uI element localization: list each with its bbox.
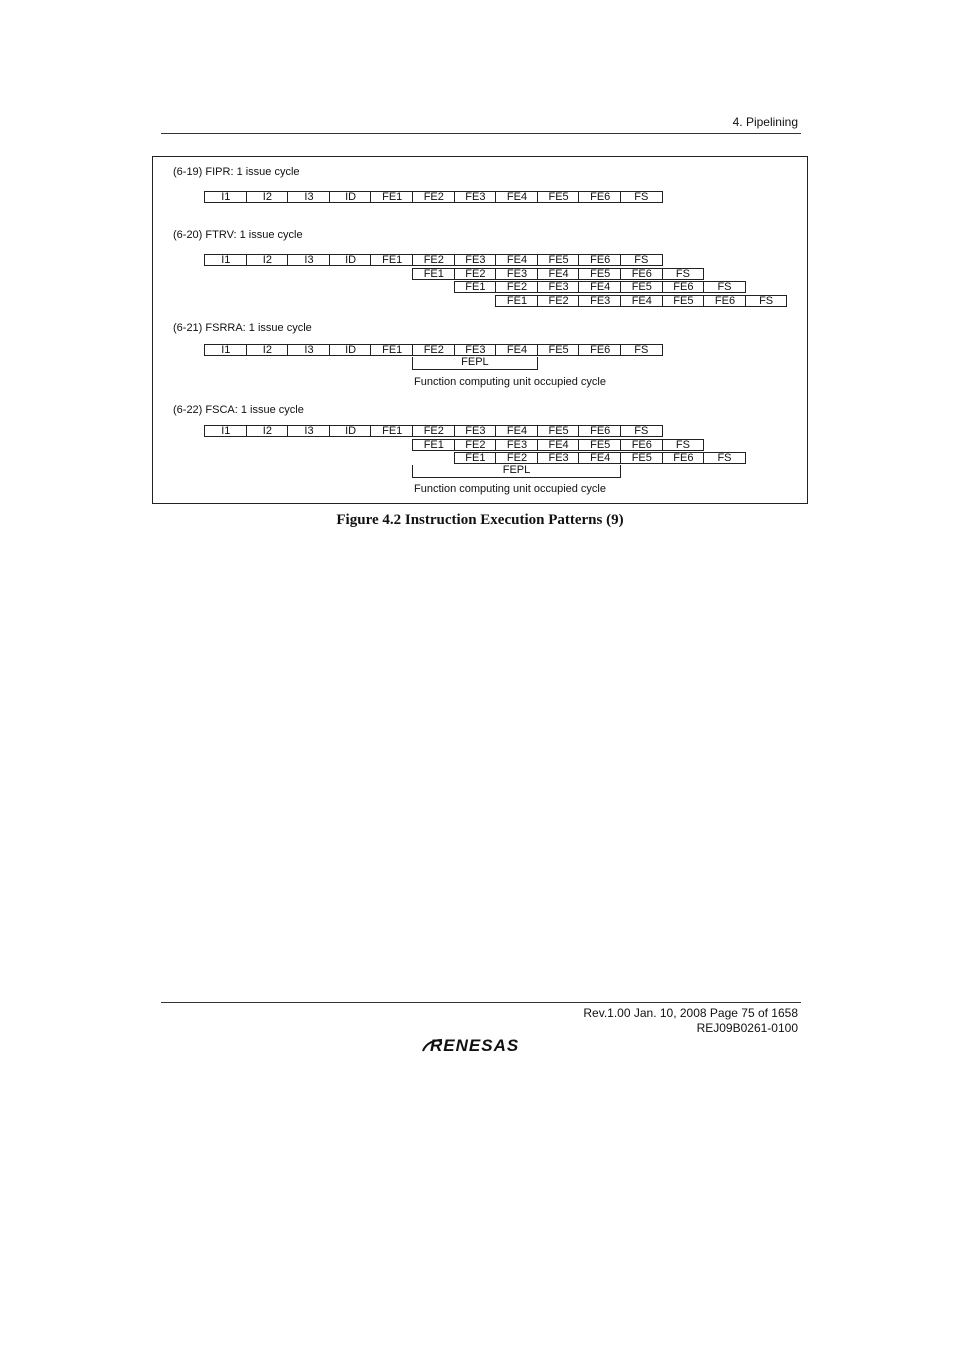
pipeline-stage-cell: FE5 [620, 281, 663, 293]
pipeline-stage-cell: FE6 [662, 281, 705, 293]
pipeline-stage-cell: ID [329, 254, 372, 266]
pipeline-stage-cell: FE5 [537, 344, 580, 356]
footer-rule [161, 1002, 801, 1003]
pipeline-stage-cell: FE3 [454, 254, 497, 266]
pattern-label: (6-21) FSRRA: 1 issue cycle [173, 322, 312, 334]
pipeline-stage-cell: FE3 [495, 268, 538, 280]
pipeline-stage-cell: I2 [246, 191, 289, 203]
pipeline-stage-cell: FS [620, 254, 663, 266]
pattern-label: (6-20) FTRV: 1 issue cycle [173, 229, 303, 241]
pipeline-stage-cell: I3 [287, 344, 330, 356]
pipeline-stage-cell: FE1 [412, 439, 455, 451]
pipeline-stage-cell: FE2 [412, 344, 455, 356]
pipeline-stage-cell: FE2 [454, 268, 497, 280]
pipeline-stage-cell: FE4 [537, 268, 580, 280]
pipeline-stage-cell: FE1 [370, 425, 413, 437]
pipeline-stage-cell: FE5 [537, 425, 580, 437]
pipeline-stage-cell: FS [620, 344, 663, 356]
pipeline-stage-cell: FE3 [537, 452, 580, 464]
pipeline-stage-cell: FE3 [537, 281, 580, 293]
pipeline-stage-cell: FS [662, 268, 705, 280]
pipeline-stage-cell: I2 [246, 425, 289, 437]
pipeline-stage-cell: FE2 [454, 439, 497, 451]
pipeline-stage-cell: FE2 [412, 254, 455, 266]
pipeline-stage-cell: FE1 [370, 344, 413, 356]
pipeline-stage-cell: FE2 [537, 295, 580, 307]
footer-doc-number: REJ09B0261-0100 [696, 1021, 798, 1035]
pipeline-stage-cell: FE3 [495, 439, 538, 451]
pattern-label: (6-22) FSCA: 1 issue cycle [173, 404, 304, 416]
pipeline-stage-cell: FS [662, 439, 705, 451]
pipeline-stage-cell: FE6 [578, 254, 621, 266]
pipeline-stage-cell: ID [329, 344, 372, 356]
pipeline-stage-cell: I1 [204, 191, 247, 203]
pipeline-stage-cell: FS [745, 295, 788, 307]
pipeline-stage-cell: I1 [204, 344, 247, 356]
pipeline-stage-cell: FE4 [578, 281, 621, 293]
pipeline-stage-cell: FE1 [454, 281, 497, 293]
pipeline-stage-cell: FE1 [495, 295, 538, 307]
pipeline-stage-cell: FE3 [454, 344, 497, 356]
pipeline-stage-cell: FE4 [495, 425, 538, 437]
pipeline-stage-cell: FE6 [662, 452, 705, 464]
pipeline-stage-cell: I2 [246, 344, 289, 356]
pipeline-stage-cell: FS [703, 452, 746, 464]
occupied-cycle-note: Function computing unit occupied cycle [414, 483, 606, 495]
pipeline-stage-cell: I3 [287, 191, 330, 203]
pipeline-stage-cell: FE6 [620, 439, 663, 451]
pattern-label: (6-19) FIPR: 1 issue cycle [173, 166, 300, 178]
occupied-cycle-bar: FEPL [412, 465, 621, 478]
pipeline-stage-cell: FE1 [454, 452, 497, 464]
pipeline-stage-cell: I1 [204, 254, 247, 266]
pipeline-stage-cell: FE1 [370, 191, 413, 203]
pipeline-stage-cell: FE4 [620, 295, 663, 307]
logo-wordmark: RENESAS [430, 1036, 520, 1055]
pipeline-stage-cell: FE5 [537, 191, 580, 203]
pipeline-stage-cell: FE5 [620, 452, 663, 464]
renesas-logo-graphic [420, 1034, 544, 1056]
pipeline-stage-cell: FE4 [495, 344, 538, 356]
pipeline-stage-cell: FE5 [578, 439, 621, 451]
header-rule [161, 133, 801, 134]
occupied-cycle-note: Function computing unit occupied cycle [414, 376, 606, 388]
pipeline-stage-cell: FE5 [578, 268, 621, 280]
pipeline-stage-cell: FE3 [454, 425, 497, 437]
renesas-logo [420, 1034, 544, 1061]
pipeline-stage-cell: FE4 [495, 254, 538, 266]
pipeline-stage-cell: I3 [287, 254, 330, 266]
pipeline-stage-cell: FE1 [370, 254, 413, 266]
pipeline-stage-cell: FS [620, 191, 663, 203]
pipeline-stage-cell: FE6 [578, 344, 621, 356]
pipeline-stage-cell: FE5 [537, 254, 580, 266]
pipeline-stage-cell: I3 [287, 425, 330, 437]
pipeline-stage-cell: FE6 [620, 268, 663, 280]
figure-caption: Figure 4.2 Instruction Execution Patterns (9) [336, 512, 624, 528]
pipeline-stage-cell: FE6 [703, 295, 746, 307]
pipeline-stage-cell: FE2 [412, 191, 455, 203]
pipeline-stage-cell: FE3 [454, 191, 497, 203]
pipeline-stage-cell: FS [620, 425, 663, 437]
pipeline-stage-cell: FE5 [662, 295, 705, 307]
pipeline-stage-cell: ID [329, 425, 372, 437]
pipeline-stage-cell: FE2 [495, 452, 538, 464]
pipeline-stage-cell: FE3 [578, 295, 621, 307]
pipeline-stage-cell: FE6 [578, 191, 621, 203]
pipeline-stage-cell: FE4 [537, 439, 580, 451]
pipeline-stage-cell: I1 [204, 425, 247, 437]
pipeline-stage-cell: I2 [246, 254, 289, 266]
section-header: 4. Pipelining [732, 115, 798, 129]
pipeline-stage-cell: FE4 [578, 452, 621, 464]
occupied-cycle-bar: FEPL [412, 357, 538, 370]
pipeline-stage-cell: FE4 [495, 191, 538, 203]
pipeline-stage-cell: FE2 [495, 281, 538, 293]
pipeline-stage-cell: FS [703, 281, 746, 293]
pipeline-stage-cell: ID [329, 191, 372, 203]
pipeline-stage-cell: FE6 [578, 425, 621, 437]
pipeline-stage-cell: FE2 [412, 425, 455, 437]
footer-revision: Rev.1.00 Jan. 10, 2008 Page 75 of 1658 [583, 1006, 798, 1020]
pipeline-stage-cell: FE1 [412, 268, 455, 280]
